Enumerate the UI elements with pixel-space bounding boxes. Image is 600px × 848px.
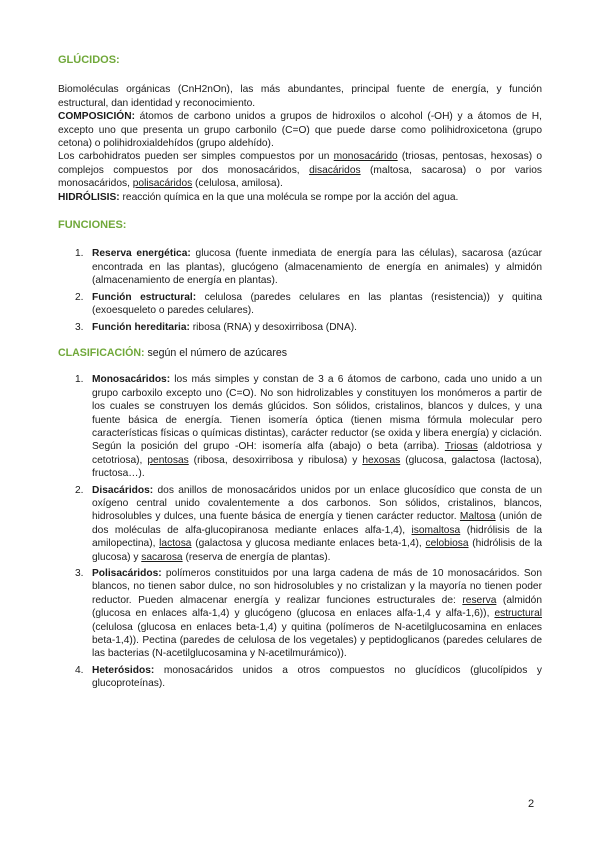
list-item-monosacaridos [75,373,542,480]
carbo-text-1: Los carbohidratos pueden ser simples compuestos por un [58,151,334,163]
clasificacion-title: CLASIFICACIÓN: [58,346,145,359]
hidrolisis-label: HIDRÓLISIS: [58,191,120,203]
item-label: Monosacáridos: [92,374,171,386]
item-text: (hidrólisis de la amilopectina), [92,524,542,550]
hidrolisis-paragraph [58,191,542,204]
item-text: (unión de dos moléculas de alfa-glucopiranosa mediante enlaces alfa-1,4), [92,511,543,536]
item-text: (reserva de energía de plantas). [182,551,331,563]
item-label: Reserva energética: [92,248,191,260]
list-item-disacaridos [75,484,543,564]
term-reserva: reserva [462,594,497,606]
composicion-label: COMPOSICIÓN: [58,111,135,123]
funciones-heading: FUNCIONES: [58,219,127,232]
list-number: 1. [75,248,84,260]
term-lactosa: lactosa [159,538,192,550]
list-item-polisacaridos [75,567,542,661]
item-text: polímeros constituidos por una larga cadena de más de 10 monosacáridos. Son blancos, no tienen sabor dulce, no son hidrosolubles y no cristalizan y la mayoría no tienen poder reductor. Pueden almacenar energía y realizar funciones estructurales de: [92,568,542,606]
list-item [75,247,542,287]
item-text: ribosa (RNA) y desoxirribosa (DNA). [189,321,357,333]
list-item [75,291,542,318]
clasificacion-heading [58,347,542,360]
term-isomaltosa: isomaltosa [411,524,461,536]
item-label: Disacáridos: [92,484,154,496]
item-text: (almidón (glucosa en enlaces alfa-1,4) y glucógeno (glucosa en enlaces alfa-1,4 y alfa-1,6)), [92,594,542,620]
term-hexosas: hexosas [362,454,401,466]
page-number: 2 [528,798,535,810]
item-label: Función hereditaria: [92,321,190,333]
carbo-text-4: (celulosa, amilosa). [192,178,283,190]
carbo-text-2: (triosas, pentosas, hexosas) o complejos compuestos por dos monosacáridos, [58,151,542,176]
list-number: 2. [75,291,84,303]
list-number: 2. [75,484,84,496]
list-number: 1. [75,374,84,386]
carbohidratos-paragraph [58,150,542,190]
item-label: Función estructural: [92,291,197,303]
list-number: 3. [75,321,84,333]
clasificacion-subtitle: según el número de azúcares [144,346,288,359]
funciones-list [58,247,542,333]
intro-paragraph: Biomoléculas orgánicas (CnH2nOn), las más abundantes, principal fuente de energía, y función estructural, dan identidad y reconocimiento. [58,84,542,109]
item-text: glucosa (fuente inmediata de energía para las células), sacarosa (azúcar encontrada en las plantas), glucógeno (almacenamiento de energía en animales) y almidón (almacenamiento de energía en plantas). [92,248,542,287]
item-text: los más simples y constan de 3 a 6 átomos de carbono, cada uno unido a un grupo carboxilo excepto uno (C=O). No son hidrolizables y constituyen los monómeros a partir de los cuales se construyen los demás glúcidos. Son sólidos, cristalinos, blancos y dulces, y una fuente básica de energía. Tienen isomería óptica (tienen misma fórmula molecular pero características físicas o químicas distintas), carácter reductor (se oxida y libera energía) y ciclación. Según la posición del grupo -OH: isomería alfa (abajo) o beta (arriba). [92,374,542,453]
item-text: celulosa (paredes celulares en las plantas (resistencia)) y quitina (exoesqueleto o paredes celulares). [92,291,542,317]
composicion-paragraph [58,110,542,150]
term-disacaridos: disacáridos [309,164,361,176]
list-number: 3. [75,568,84,579]
hidrolisis-text: reacción química en la que una molécula se rompe por la acción del agua. [119,191,459,203]
item-text: (galactosa y glucosa mediante enlaces beta-1,4), [191,538,426,550]
item-text: dos anillos de monosacáridos unidos por un enlace glucosídico que consta de un oxígeno central unido covalentemente a dos carbonos. Son sólidos, cristalinos, blancos, hidrosolubles y dulces, una fuente básica de energía y tienen carácter reductor. [92,484,542,523]
item-label: Polisacáridos: [92,568,162,579]
item-text: (celulosa (glucosa en enlaces beta-1,4) y quitina (polímeros de N-acetilglucosamina en enlaces beta-1,4)). Pectina (paredes de celulosa de los vegetales) y peptidoglicanos (paredes celulares de las bacterias (N-acetilglucosamina y N-acetilmurámico)). [92,621,542,660]
document-page [58,54,542,694]
composicion-text: átomos de carbono unidos a grupos de hidroxilos o alcohol (-OH) y a átomos de H, excepto uno que presenta un grupo carbonilo (C=O) que puede darse como polihidroxicetona (grupo cetona) o polihidroxialdehídos (grupo aldehído). [58,111,542,150]
term-estructural: estructural [494,608,542,620]
list-item [75,321,542,334]
term-monosacarido: monosacárido [333,151,398,163]
item-text: (glucosa, galactosa (lactosa), fructosa…). [92,454,542,480]
term-sacarosa: sacarosa [141,551,183,563]
term-polisacaridos: polisacáridos [132,178,193,190]
item-text: monosacáridos unidos a otros compuestos no glucídicos (glucolípidos y glucoproteínas). [92,664,542,690]
item-text: (aldotriosa y cetotriosa), [92,441,542,466]
term-triosas: Triosas [444,441,478,453]
carbo-text-3: (maltosa, sacarosa) o por varios monosacáridos, [58,164,542,190]
term-maltosa: Maltosa [459,511,496,523]
item-label: Heterósidos: [92,664,155,676]
list-number: 4. [75,664,84,676]
item-text: (hidrólisis de la glucosa) y [92,538,543,563]
clasificacion-list [58,373,542,690]
term-celobiosa: celobiosa [425,538,469,550]
list-item-heterosidos [75,664,542,691]
term-pentosas: pentosas [147,454,189,466]
item-text: (ribosa, desoxirribosa y ribulosa) y [188,454,363,466]
glucidos-heading: GLÚCIDOS: [58,54,120,66]
